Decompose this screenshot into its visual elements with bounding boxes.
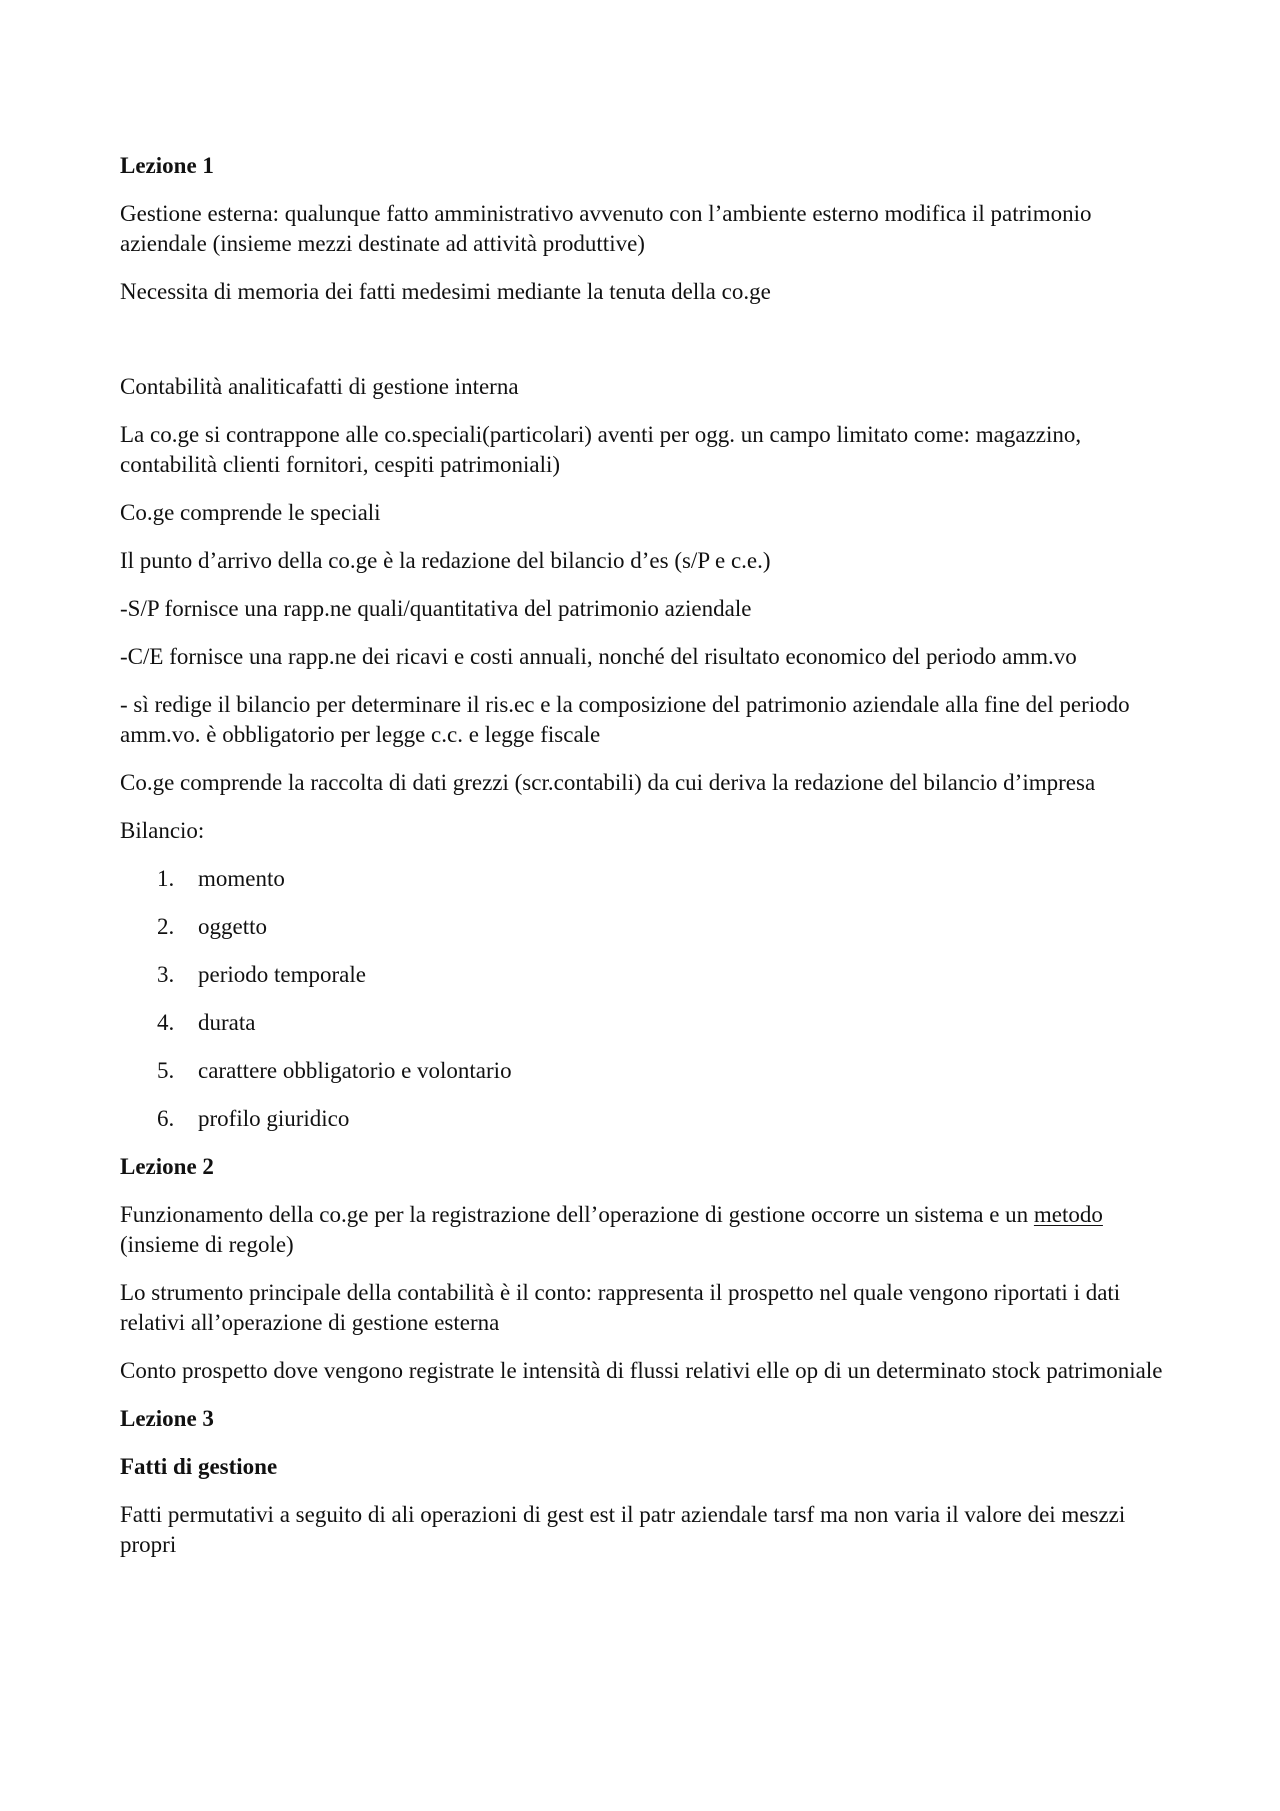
lesson-3-heading: Lezione 3 — [120, 1406, 214, 1431]
underlined-term: metodo — [1033, 1202, 1103, 1227]
paragraph: Contabilità analiticafatti di gestione interna — [120, 374, 519, 399]
list-item-text: periodo temporale — [198, 962, 366, 987]
paragraph: Lo strumento principale della contabilità è il conto: rappresenta il prospetto nel quale vengono riportati i dati relativi all’operazione di gestione esterna — [120, 1280, 1121, 1335]
list-number: 6. — [157, 1106, 175, 1131]
list-item-text: carattere obbligatorio e volontario — [198, 1058, 512, 1083]
list-item-text: momento — [198, 866, 285, 891]
paragraph: La co.ge si contrappone alle co.speciali(particolari) aventi per ogg. un campo limitato come: magazzino, contabilità clienti fornitori, cespiti patrimoniali) — [120, 422, 1082, 477]
paragraph — [120, 1200, 1170, 1260]
paragraph: Il punto d’arrivo della co.ge è la redazione del bilancio d’es (s/P e c.e.) — [120, 548, 771, 573]
list-number: 3. — [157, 962, 175, 987]
paragraph: Necessita di memoria dei fatti medesimi mediante la tenuta della co.ge — [120, 279, 771, 304]
paragraph: Conto prospetto dove vengono registrate le intensità di flussi relativi elle op di un determinato stock patrimoniale — [120, 1358, 1163, 1383]
list-item-text: durata — [198, 1010, 256, 1035]
list-number: 4. — [157, 1010, 175, 1035]
paragraph: -C/E fornisce una rapp.ne dei ricavi e costi annuali, nonché del risultato economico del periodo amm.vo — [120, 644, 1077, 669]
list-item — [120, 912, 1170, 942]
blank-line — [120, 325, 1170, 372]
bilancio-list — [120, 864, 1170, 1134]
text-run: (insieme di regole) — [120, 1232, 294, 1257]
list-item — [120, 1056, 1170, 1086]
section-heading: Fatti di gestione — [120, 1454, 278, 1479]
paragraph: Co.ge comprende le speciali — [120, 500, 381, 525]
lesson-1-heading: Lezione 1 — [120, 153, 214, 178]
list-item — [120, 1104, 1170, 1134]
list-number: 5. — [157, 1058, 175, 1083]
document-body — [120, 151, 1170, 1578]
list-item — [120, 1008, 1170, 1038]
list-item — [120, 864, 1170, 894]
paragraph: - sì redige il bilancio per determinare il ris.ec e la composizione del patrimonio aziendale alla fine del periodo amm.vo. è obbligatorio per legge c.c. e legge fiscale — [120, 692, 1130, 747]
text-run: Funzionamento della co.ge per la registrazione dell’operazione di gestione occorre un sistema e un — [120, 1202, 1034, 1227]
paragraph: Co.ge comprende la raccolta di dati grezzi (scr.contabili) da cui deriva la redazione del bilancio d’impresa — [120, 770, 1096, 795]
list-number: 1. — [157, 866, 175, 891]
paragraph: Fatti permutativi a seguito di ali operazioni di gest est il patr aziendale tarsf ma non varia il valore dei meszzi propri — [120, 1502, 1126, 1557]
bilancio-label: Bilancio: — [120, 818, 205, 843]
list-number: 2. — [157, 914, 175, 939]
list-item — [120, 960, 1170, 990]
lesson-2-heading: Lezione 2 — [120, 1154, 214, 1179]
paragraph: -S/P fornisce una rapp.ne quali/quantitativa del patrimonio aziendale — [120, 596, 752, 621]
list-item-text: oggetto — [198, 914, 267, 939]
list-item-text: profilo giuridico — [198, 1106, 350, 1131]
paragraph: Gestione esterna: qualunque fatto amministrativo avvenuto con l’ambiente esterno modifica il patrimonio aziendale (insieme mezzi destinate ad attività produttive) — [120, 201, 1092, 256]
